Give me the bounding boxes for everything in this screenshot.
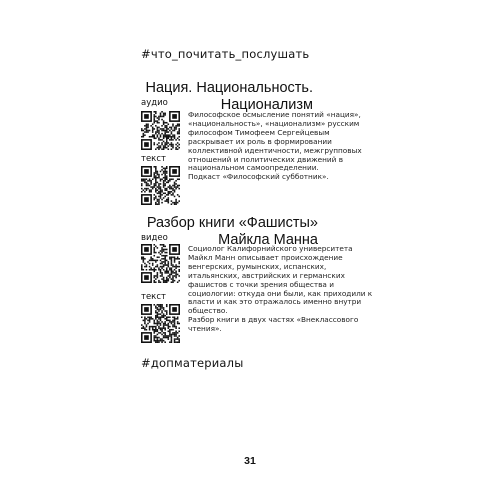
header-hashtag: #что_почитать_послушать (141, 47, 310, 61)
section-2-title-line1: Разбор книги «Фашисты» (146, 215, 318, 231)
section-1-label-audio: аудио (141, 98, 168, 108)
section-1-description: Философское осмысление понятий «нация», «национальность», «национализм» русским философом Тимофеем Сергейцевым раскрывает их роль в формировании коллективной идентичности, межгрупповых отношений и политических движений в национальном самоопределении. (188, 110, 362, 173)
qr-code-video-icon[interactable] (141, 244, 180, 283)
section-1-label-text: текст (141, 154, 166, 164)
section-1-title-line2: Национализм (220, 97, 313, 113)
section-1-title (123, 80, 313, 114)
section-1-description-block (188, 111, 373, 182)
section-2-note: Разбор книги в двух частях «Внеклассового чтения». (188, 315, 359, 334)
section-1-title-line1: Нация. Национальность. (145, 80, 313, 96)
section-1-note: Подкаст «Философский субботник». (188, 172, 329, 182)
footer-hashtag: #допматериалы (141, 356, 244, 370)
section-2-label-text: текст (141, 292, 166, 302)
section-2-title-line2: Майкла Манна (218, 232, 318, 248)
qr-code-text-icon[interactable] (141, 166, 180, 205)
page-number: 31 (244, 455, 256, 467)
section-2-label-video: видео (141, 233, 168, 243)
qr-code-text-2-icon[interactable] (141, 304, 180, 343)
qr-code-audio-icon[interactable] (141, 111, 180, 150)
section-2-description: Социолог Калифорнийского университета Майкл Манн описывает происхождение венгерских, румынских, испанских, итальянских, австрийских и германских фашистов с точки зрения общества и социологии: откуда они были, как приходили к власти и как это отражалось именно внутри общество. (188, 244, 373, 316)
section-2-description-block (188, 245, 373, 334)
